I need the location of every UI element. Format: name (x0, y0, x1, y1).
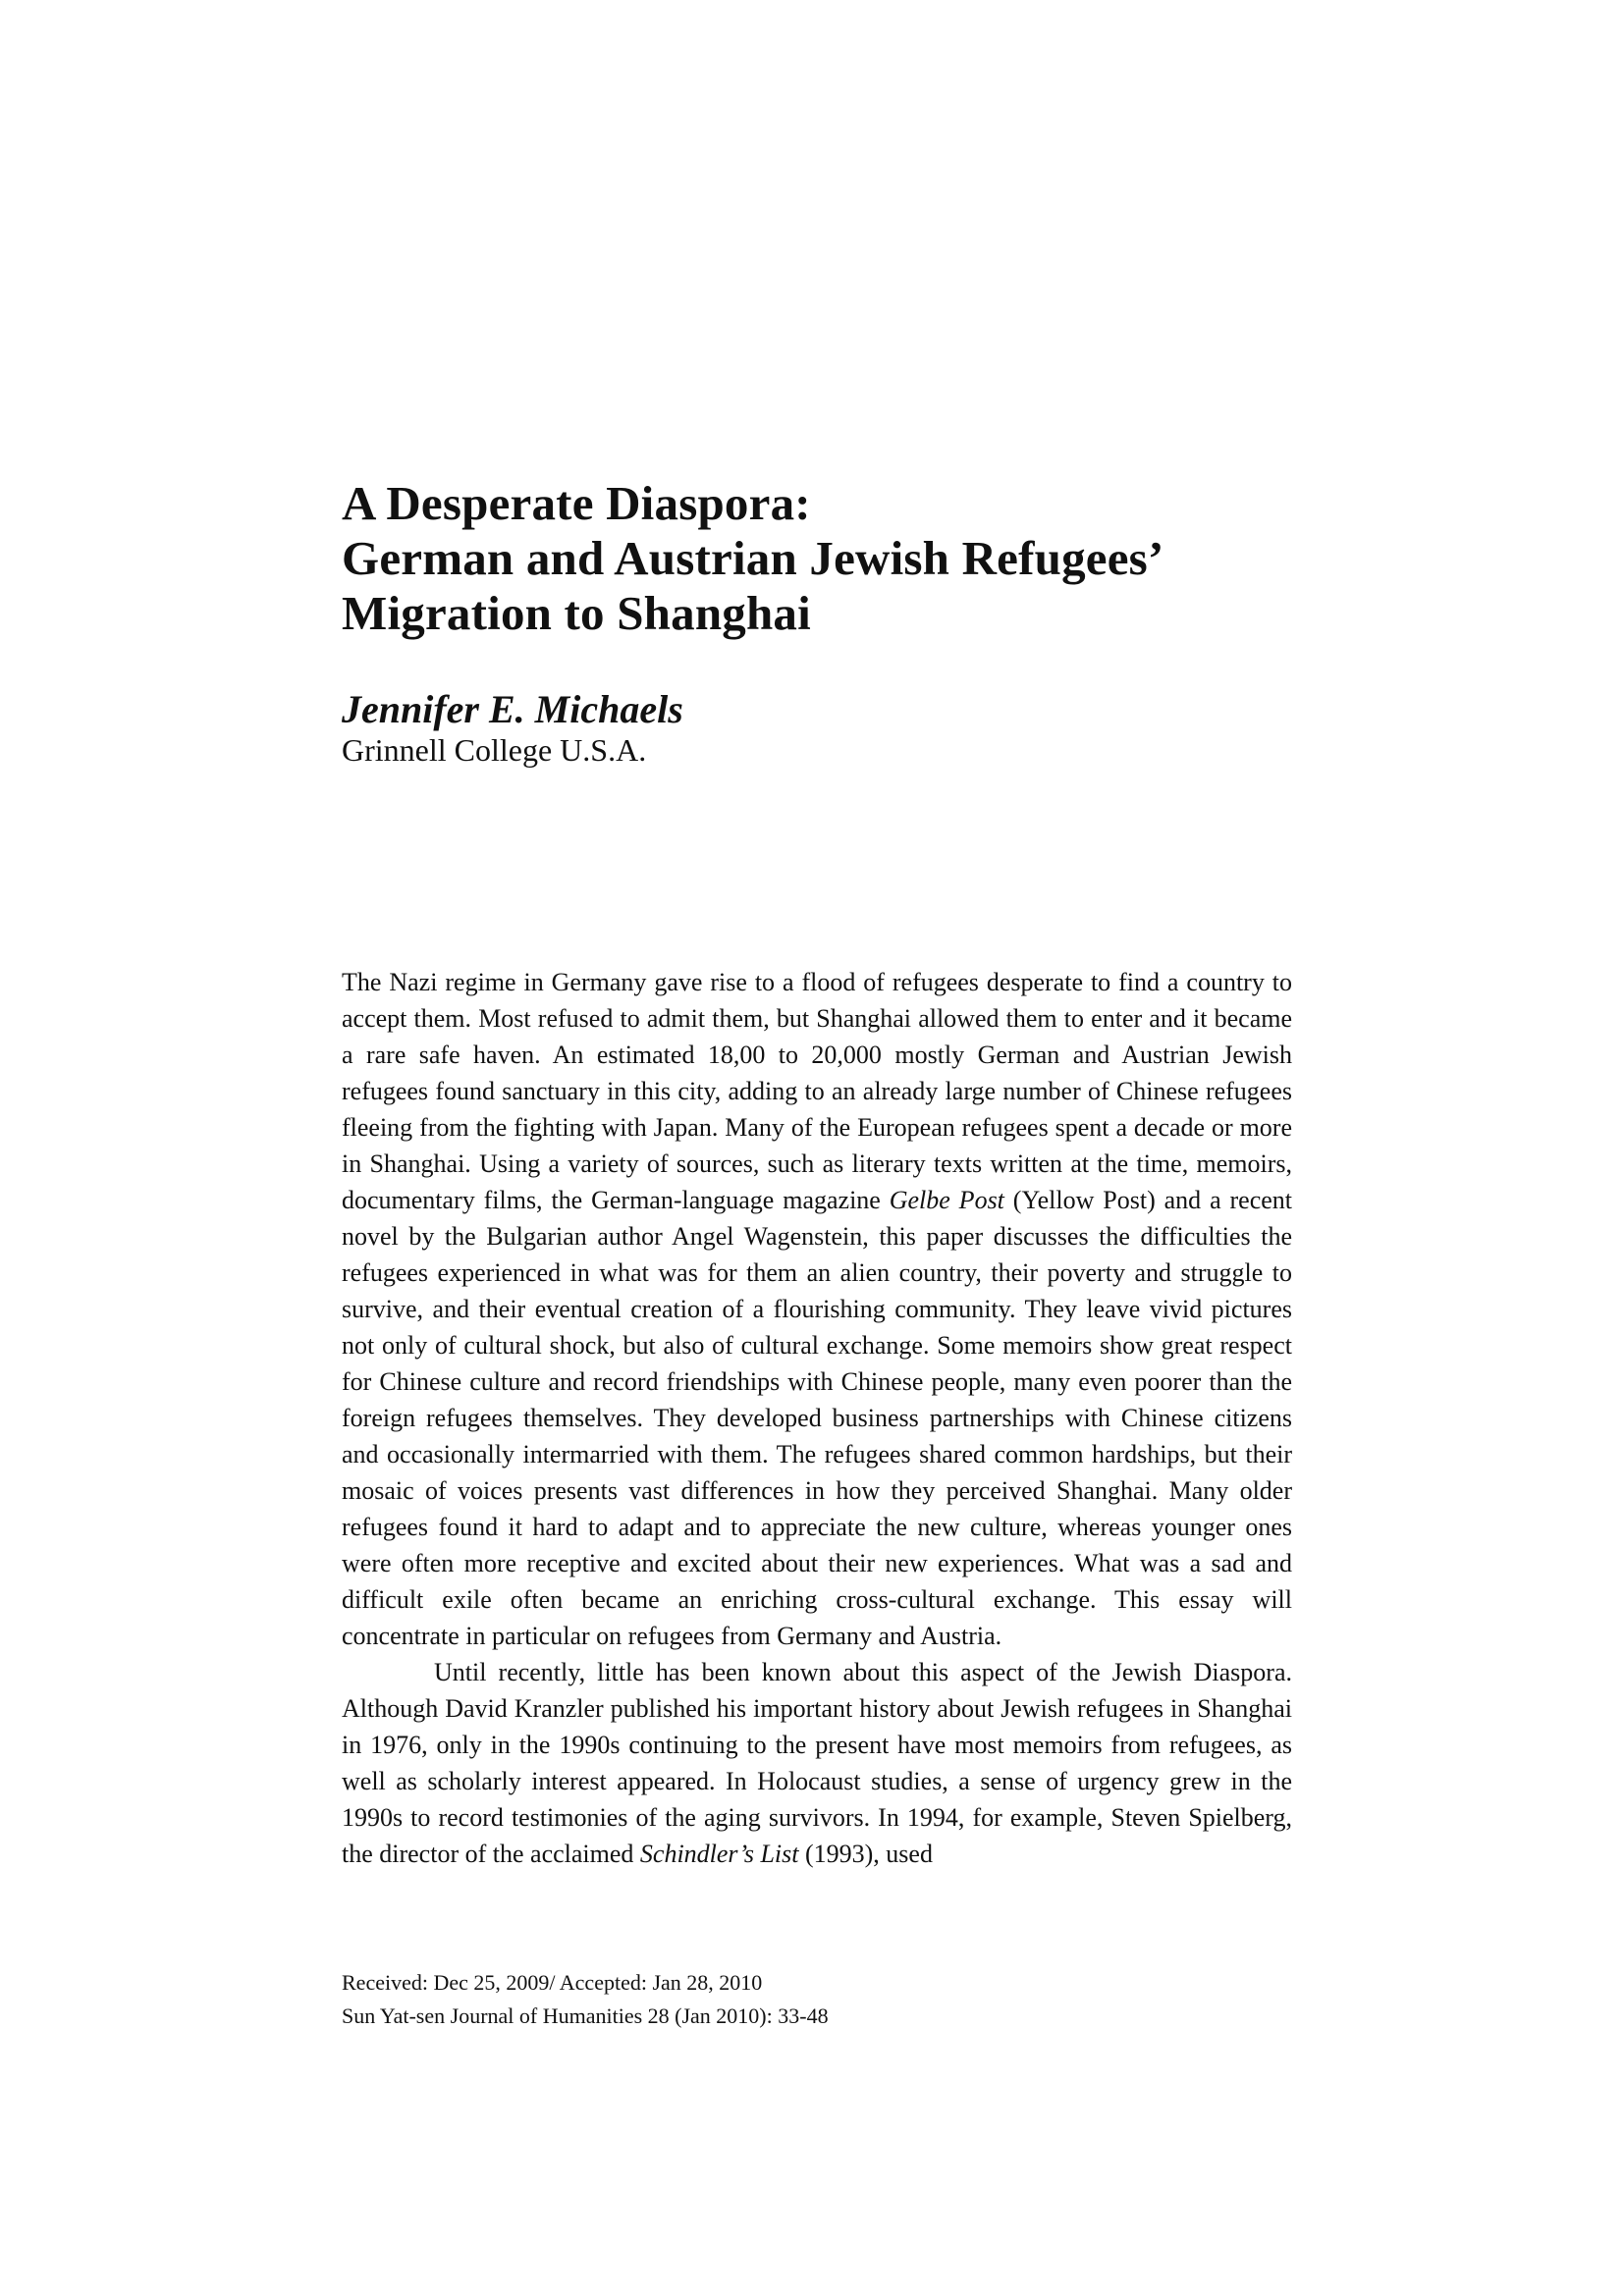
body-text (342, 964, 1292, 1872)
abstract-italic-title: Gelbe Post (889, 1186, 1004, 1214)
journal-citation: Sun Yat-sen Journal of Humanities 28 (Jan 2010): 33-48 (342, 2003, 829, 2028)
title-line-1: A Desperate Diaspora: (342, 476, 811, 530)
article-title (342, 476, 1324, 641)
title-line-2: German and Austrian Jewish Refugees’ (342, 531, 1164, 585)
footer-notes (342, 1966, 829, 2033)
paragraph-text-2: (1993), used (798, 1840, 933, 1868)
author-name: Jennifer E. Michaels (342, 687, 683, 731)
paragraph-text-1: Until recently, little has been known about this aspect of the Jewish Diaspora. Although David Kranzler published his important history about Jewish refugees in Shanghai in 1976, only in the 1990s continuing to the present have most memoirs from refugees, as well as scholarly interest appeared. In Holocaust studies, a sense of urgency grew in the 1990s to record testimonies of the aging survivors. In 1994, for example, Steven Spielberg, the director of the acclaimed (342, 1658, 1292, 1868)
author-block (342, 687, 683, 768)
paragraph-italic-title: Schindler’s List (639, 1840, 799, 1868)
abstract-text-2: (Yellow Post) and a recent novel by the Bulgarian author Angel Wagenstein, this paper discusses the difficulties the refugees experienced in what was for them an alien country, their poverty and struggle to survive, and their eventual creation of a flourishing community. They leave vivid pictures not only of cultural shock, but also of cultural exchange. Some memoirs show great respect for Chinese culture and record friendships with Chinese people, many even poorer than the foreign refugees themselves. They developed business partnerships with Chinese citizens and occasionally intermarried with them. The refugees shared common hardships, but their mosaic of voices presents vast differences in how they perceived Shanghai. Many older refugees found it hard to adapt and to appreciate the new culture, whereas younger ones were often more receptive and excited about their new experiences. What was a sad and difficult exile often became an enriching cross-cultural exchange. This essay will concentrate in particular on refugees from Germany and Austria. (342, 1186, 1292, 1650)
abstract-text-1: The Nazi regime in Germany gave rise to a flood of refugees desperate to find a country to accept them. Most refused to admit them, but Shanghai allowed them to enter and it became a rare safe haven. An estimated 18,00 to 20,000 mostly German and Austrian Jewish refugees found sanctuary in this city, adding to an already large number of Chinese refugees fleeing from the fighting with Japan. Many of the European refugees spent a decade or more in Shanghai. Using a variety of sources, such as literary texts written at the time, memoirs, documentary films, the German-language magazine (342, 968, 1292, 1214)
body-paragraph (342, 1654, 1292, 1872)
author-affiliation: Grinnell College U.S.A. (342, 732, 647, 768)
title-line-3: Migration to Shanghai (342, 586, 811, 640)
abstract-paragraph (342, 964, 1292, 1654)
received-accepted-dates: Received: Dec 25, 2009/ Accepted: Jan 28, 2010 (342, 1970, 763, 1995)
